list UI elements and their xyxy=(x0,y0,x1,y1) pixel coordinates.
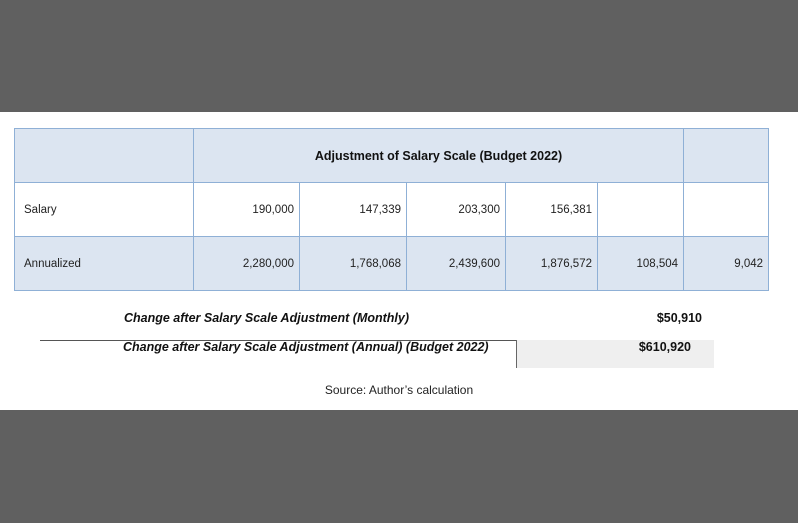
table-cell: 1,876,572 xyxy=(506,237,598,291)
table-title: Adjustment of Salary Scale (Budget 2022) xyxy=(194,129,684,183)
header-blank-cell xyxy=(15,129,194,183)
annual-change-value: $610,920 xyxy=(638,340,691,354)
table-cell: 203,300 xyxy=(407,183,506,237)
table-cell xyxy=(598,183,684,237)
table-cell: 1,768,068 xyxy=(300,237,407,291)
table-cell: 190,000 xyxy=(194,183,300,237)
table-row-annualized xyxy=(15,237,769,291)
table-cell: 156,381 xyxy=(506,183,598,237)
row-label: Annualized xyxy=(15,237,194,291)
table-cell: 147,339 xyxy=(300,183,407,237)
source-note: Source: Author’s calculation xyxy=(324,383,474,397)
table-cell: 2,439,600 xyxy=(407,237,506,291)
table-cell: 108,504 xyxy=(598,237,684,291)
row-label: Salary xyxy=(15,183,194,237)
monthly-change-value: $50,910 xyxy=(656,311,702,325)
annual-change-label: Change after Salary Scale Adjustment (Annual) (Budget 2022) xyxy=(123,340,489,354)
document-page xyxy=(0,112,798,410)
header-blank-cell xyxy=(684,129,769,183)
salary-adjustment-table xyxy=(14,128,769,291)
table-cell: 2,280,000 xyxy=(194,237,300,291)
table-header-row xyxy=(15,129,769,183)
monthly-change-label: Change after Salary Scale Adjustment (Monthly) xyxy=(124,311,410,325)
table-cell xyxy=(684,183,769,237)
table-row-salary xyxy=(15,183,769,237)
table-cell: 9,042 xyxy=(684,237,769,291)
